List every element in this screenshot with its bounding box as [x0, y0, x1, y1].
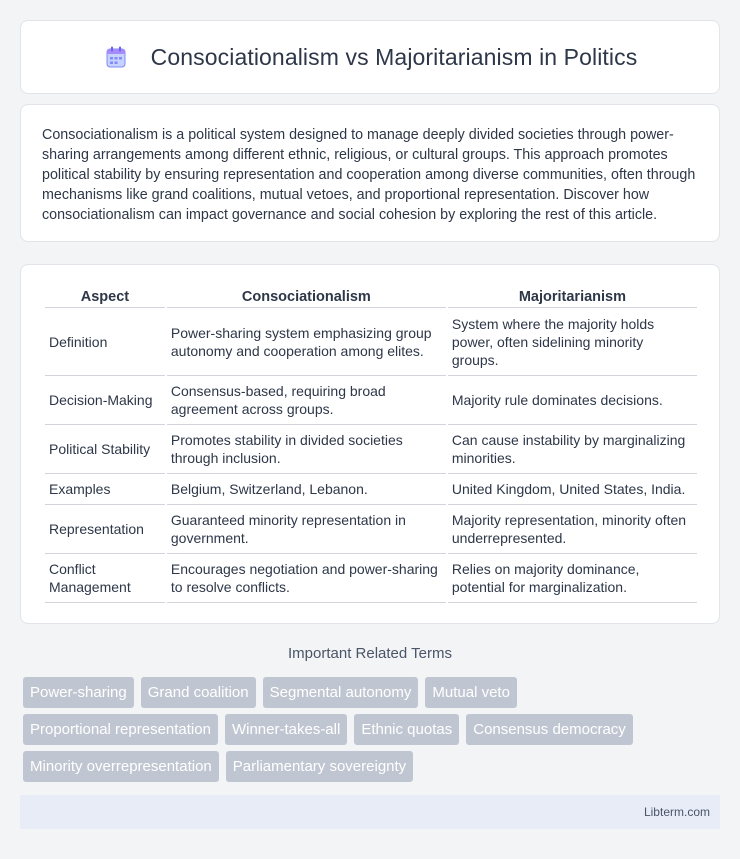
row-aspect: Definition [45, 308, 165, 376]
comparison-card [20, 264, 720, 624]
footer-site-link[interactable]: Libterm.com [643, 805, 710, 819]
header-consociationalism: Consociationalism [167, 285, 446, 308]
intro-text: Consociationalism is a political system designed to manage deeply divided societies through power-sharing arrangements among different ethnic, religious, or cultural groups. This approach promotes political stability by ensuring representation and cooperation among diverse communities, often through mechanisms like grand coalitions, mutual vetoes, and proportional representation. Discover how consociationalism can impact governance and social cohesion by exploring the rest of this article. [42, 127, 696, 223]
tag-row [23, 751, 713, 788]
row-aspect: Examples [45, 474, 165, 505]
row-aspect: Representation [45, 505, 165, 554]
title-card [20, 20, 720, 94]
table-row [45, 376, 697, 425]
tag-consensus-democracy[interactable]: Consensus democracy [466, 714, 633, 745]
tag-row [23, 677, 713, 714]
row-consociationalism: Belgium, Switzerland, Lebanon. [167, 474, 446, 505]
row-aspect: Political Stability [45, 425, 165, 474]
row-consociationalism: Guaranteed minority representation in government. [167, 505, 446, 554]
tag-parliamentary-sovereignty[interactable]: Parliamentary sovereignty [226, 751, 413, 782]
tag-ethnic-quotas[interactable]: Ethnic quotas [354, 714, 459, 745]
row-majoritarianism: United Kingdom, United States, India. [448, 474, 697, 505]
row-majoritarianism: Relies on majority dominance, potential for marginalization. [448, 554, 697, 603]
table-row [45, 425, 697, 474]
table-row [45, 474, 697, 505]
footer [20, 795, 720, 829]
related-terms-title: Important Related Terms [288, 645, 452, 662]
row-consociationalism: Encourages negotiation and power-sharing to resolve conflicts. [167, 554, 446, 603]
row-aspect: Conflict Management [45, 554, 165, 603]
row-majoritarianism: System where the majority holds power, often sidelining minority groups. [448, 308, 697, 376]
row-consociationalism: Promotes stability in divided societies through inclusion. [167, 425, 446, 474]
intro-card [20, 104, 720, 242]
page-title: Consociationalism vs Majoritarianism in Politics [150, 43, 638, 70]
row-majoritarianism: Can cause instability by marginalizing minorities. [448, 425, 697, 474]
tag-grand-coalition[interactable]: Grand coalition [141, 677, 256, 708]
row-majoritarianism: Majority rule dominates decisions. [448, 376, 697, 425]
table-header-row [45, 285, 697, 308]
calendar-icon [103, 44, 129, 70]
tag-proportional-representation[interactable]: Proportional representation [23, 714, 218, 745]
tag-mutual-veto[interactable]: Mutual veto [425, 677, 517, 708]
tag-winner-takes-all[interactable]: Winner-takes-all [225, 714, 347, 745]
tag-row [23, 714, 713, 751]
tag-segmental-autonomy[interactable]: Segmental autonomy [263, 677, 419, 708]
table-row [45, 505, 697, 554]
tag-power-sharing[interactable]: Power-sharing [23, 677, 134, 708]
row-consociationalism: Power-sharing system emphasizing group autonomy and cooperation among elites. [167, 308, 446, 376]
row-majoritarianism: Majority representation, minority often underrepresented. [448, 505, 697, 554]
related-terms-tags [23, 677, 713, 788]
header-aspect: Aspect [45, 285, 165, 308]
comparison-table [43, 285, 699, 603]
row-consociationalism: Consensus-based, requiring broad agreement across groups. [167, 376, 446, 425]
row-aspect: Decision-Making [45, 376, 165, 425]
table-row [45, 308, 697, 376]
table-row [45, 554, 697, 603]
tag-minority-overrepresentation[interactable]: Minority overrepresentation [23, 751, 219, 782]
header-majoritarianism: Majoritarianism [448, 285, 697, 308]
